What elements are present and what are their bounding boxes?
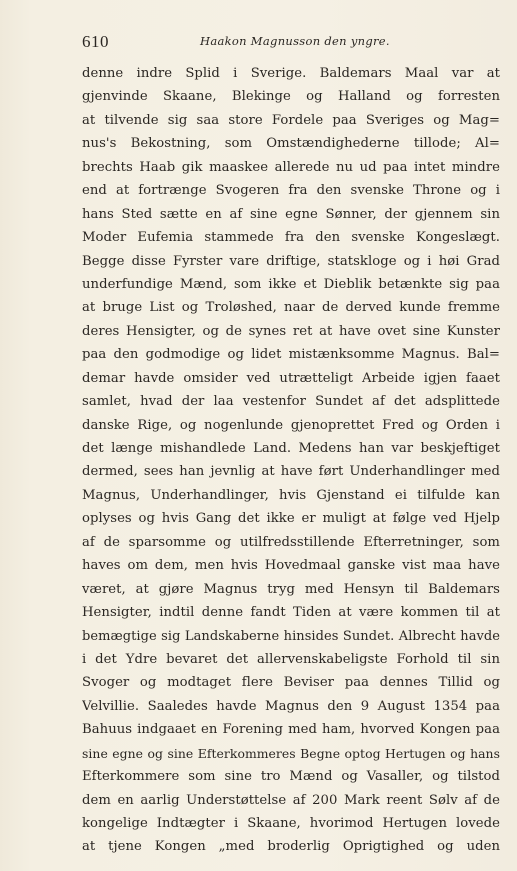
text-line: i det Ydre bevaret det allervenskabeligste Forhold til sin bbox=[82, 651, 500, 667]
text-line: Velvillie. Saaledes havde Magnus den 9 August 1354 paa bbox=[82, 698, 500, 714]
text-line: paa den godmodige og lidet mistænksomme Magnus. Bal= bbox=[82, 347, 500, 363]
text-line: Hensigter, indtil denne fandt Tiden at være kommen til at bbox=[82, 605, 500, 621]
text-line: det længe mishandlede Land. Medens han var beskjeftiget bbox=[82, 441, 500, 456]
text-line: Magnus, Underhandlinger, hvis Gjenstand ei tilfulde kan bbox=[82, 487, 500, 503]
text-line: haves om dem, men hvis Hovedmaal ganske vist maa have bbox=[82, 558, 500, 574]
text-line: dem en aarlig Understøttelse af 200 Mark reent Sølv af de bbox=[82, 792, 500, 808]
text-line: Efterkommere som sine tro Mænd og Vasaller, og tilstod bbox=[82, 769, 500, 785]
text-line: hans Sted sætte en af sine egne Sønner, der gjennem sin bbox=[82, 206, 500, 222]
text-line: underfundige Mænd, som ikke et Dieblik betænkte sig paa bbox=[82, 276, 500, 292]
text-line: Begge disse Fyrster vare driftige, statskloge og i høi Grad bbox=[82, 253, 500, 269]
page-header bbox=[82, 32, 500, 54]
text-line: bemægtige sig Landskaberne hinsides Sundet. Albrecht havde bbox=[82, 628, 500, 644]
running-head: Haakon Magnusson den yngre. bbox=[200, 34, 390, 48]
text-line: af de sparsomme og utilfredsstillende Efterretninger, som bbox=[82, 534, 500, 550]
text-line: dermed, sees han jevnlig at have ført Underhandlinger med bbox=[82, 464, 500, 480]
text-line: at bruge List og Troløshed, naar de derved kunde fremme bbox=[82, 300, 500, 316]
text-line: kongelige Indtægter i Skaane, hvorimod Hertugen lovede bbox=[82, 816, 500, 831]
text-line: Bahuus indgaaet en Forening med ham, hvorved Kongen paa bbox=[82, 722, 500, 738]
page-number: 610 bbox=[82, 32, 109, 51]
body-text bbox=[82, 62, 500, 859]
text-line: denne indre Splid i Sverige. Baldemars Maal var at bbox=[82, 66, 500, 81]
text-line: Svoger og modtaget flere Beviser paa dennes Tillid og bbox=[82, 675, 500, 691]
text-line: oplyses og hvis Gang det ikke er muligt at følge ved Hjelp bbox=[82, 511, 500, 527]
text-line: samlet, hvad der laa vestenfor Sundet af det adsplittede bbox=[82, 394, 500, 410]
text-line: demar havde omsider ved utrætteligt Arbeide igjen faaet bbox=[82, 370, 500, 386]
text-line: end at fortrænge Svogeren fra den svenske Throne og i bbox=[82, 183, 500, 199]
text-line: danske Rige, og nogenlunde gjenoprettet Fred og Orden i bbox=[82, 417, 500, 433]
text-line: nus's Bekostning, som Omstændighederne tillode; Al= bbox=[82, 136, 500, 152]
text-line: deres Hensigter, og de synes ret at have ovet sine Kunster bbox=[82, 323, 500, 339]
text-line: sine egne og sine Efterkommeres Begne optog Hertugen og hans bbox=[82, 745, 500, 761]
text-line: brechts Haab gik maaskee allerede nu ud paa intet mindre bbox=[82, 159, 500, 175]
text-line: Moder Eufemia stammede fra den svenske Kongeslægt. bbox=[82, 230, 500, 246]
text-line: gjenvinde Skaane, Blekinge og Halland og forresten bbox=[82, 89, 500, 105]
text-line: været, at gjøre Magnus tryg med Hensyn til Baldemars bbox=[82, 581, 500, 597]
text-line: at tjene Kongen „med broderlig Oprigtighed og uden bbox=[82, 839, 500, 855]
text-line: at tilvende sig saa store Fordele paa Sveriges og Mag= bbox=[82, 112, 500, 128]
